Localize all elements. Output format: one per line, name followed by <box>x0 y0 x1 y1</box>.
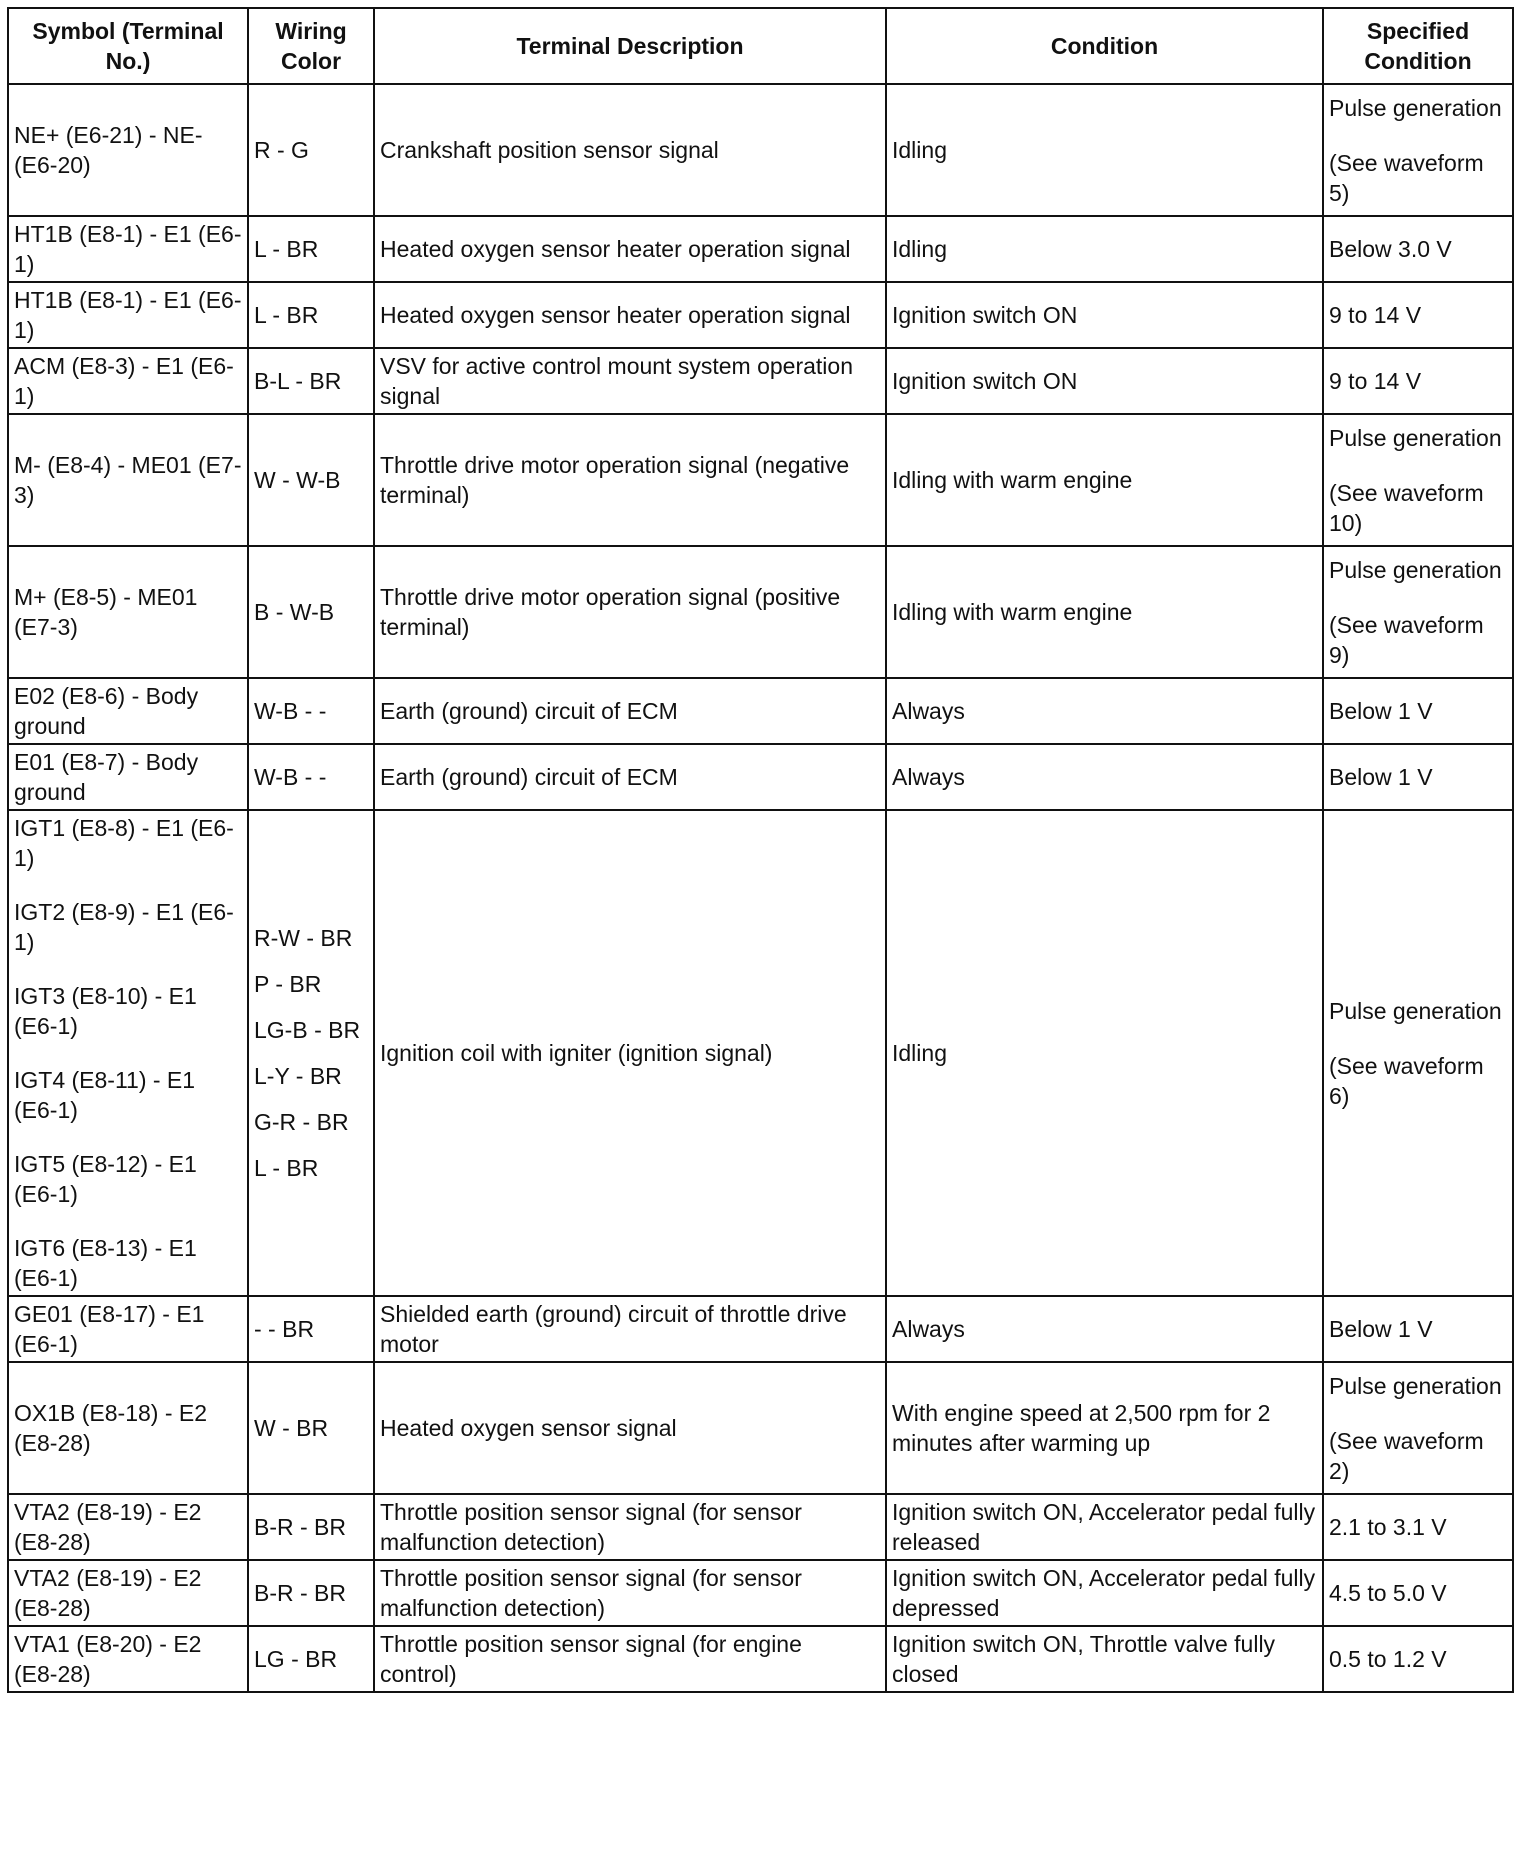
wiring-color-cell: W-B - - <box>248 678 374 744</box>
terminal-table-container <box>7 7 1514 1693</box>
ign-symbol-4: IGT4 (E8-11) - E1 (E6-1) <box>14 1067 196 1123</box>
wiring-color-cell <box>248 810 374 1296</box>
wiring-color-cell: LG - BR <box>248 1626 374 1692</box>
table-row <box>8 348 1513 414</box>
ign-wiring-6: L - BR <box>254 1155 319 1181</box>
table-row <box>8 216 1513 282</box>
specified-condition-cell: 9 to 14 V <box>1323 282 1513 348</box>
spec-note-text: (See waveform 6) <box>1329 1052 1484 1109</box>
wiring-color-cell: W-B - - <box>248 744 374 810</box>
header-symbol: Symbol (Terminal No.) <box>8 8 248 84</box>
condition-cell: Idling with warm engine <box>886 414 1323 546</box>
symbol-cell: HT1B (E8-1) - E1 (E6-1) <box>8 282 248 348</box>
wiring-color-cell: B-L - BR <box>248 348 374 414</box>
description-cell: Heated oxygen sensor heater operation signal <box>374 216 886 282</box>
header-condition: Condition <box>886 8 1323 84</box>
description-cell: Throttle drive motor operation signal (negative terminal) <box>374 414 886 546</box>
spec-note-text: (See waveform 9) <box>1329 611 1484 668</box>
spec-main-text: Pulse generation <box>1329 997 1502 1024</box>
symbol-cell: VTA2 (E8-19) - E2 (E8-28) <box>8 1560 248 1626</box>
table-row <box>8 84 1513 216</box>
description-cell: Throttle drive motor operation signal (positive terminal) <box>374 546 886 678</box>
condition-cell: Idling <box>886 84 1323 216</box>
ign-wiring-2: P - BR <box>254 971 322 997</box>
description-cell: Throttle position sensor signal (for sensor malfunction detection) <box>374 1494 886 1560</box>
symbol-cell: M+ (E8-5) - ME01 (E7-3) <box>8 546 248 678</box>
specified-condition-cell: Below 1 V <box>1323 678 1513 744</box>
symbol-cell: HT1B (E8-1) - E1 (E6-1) <box>8 216 248 282</box>
table-row <box>8 282 1513 348</box>
symbol-cell <box>8 810 248 1296</box>
condition-cell: Always <box>886 1296 1323 1362</box>
condition-cell: Always <box>886 678 1323 744</box>
table-row <box>8 1560 1513 1626</box>
specified-condition-cell <box>1323 546 1513 678</box>
wiring-color-cell: L - BR <box>248 282 374 348</box>
wiring-color-cell: B - W-B <box>248 546 374 678</box>
wiring-color-cell: W - W-B <box>248 414 374 546</box>
condition-cell: Idling <box>886 216 1323 282</box>
spec-note-text: (See waveform 2) <box>1329 1427 1484 1484</box>
condition-cell: Ignition switch ON, Accelerator pedal fully released <box>886 1494 1323 1560</box>
condition-cell: Always <box>886 744 1323 810</box>
specified-condition-cell: Below 3.0 V <box>1323 216 1513 282</box>
header-row <box>8 8 1513 84</box>
ign-wiring-3: LG-B - BR <box>254 1017 361 1043</box>
table-row-ignition <box>8 810 1513 1296</box>
table-row <box>8 678 1513 744</box>
wiring-color-cell: W - BR <box>248 1362 374 1494</box>
symbol-cell: NE+ (E6-21) - NE- (E6-20) <box>8 84 248 216</box>
description-cell: Crankshaft position sensor signal <box>374 84 886 216</box>
table-row <box>8 1626 1513 1692</box>
description-cell: Throttle position sensor signal (for engine control) <box>374 1626 886 1692</box>
table-row <box>8 744 1513 810</box>
description-cell: Heated oxygen sensor signal <box>374 1362 886 1494</box>
description-cell: Ignition coil with igniter (ignition signal) <box>374 810 886 1296</box>
wiring-color-cell: - - BR <box>248 1296 374 1362</box>
ign-wiring-4: L-Y - BR <box>254 1063 342 1089</box>
spec-main-text: Pulse generation <box>1329 424 1502 451</box>
specified-condition-cell: 2.1 to 3.1 V <box>1323 1494 1513 1560</box>
specified-condition-cell: 4.5 to 5.0 V <box>1323 1560 1513 1626</box>
condition-cell: Ignition switch ON, Throttle valve fully closed <box>886 1626 1323 1692</box>
specified-condition-cell: Below 1 V <box>1323 744 1513 810</box>
spec-note-text: (See waveform 10) <box>1329 479 1484 536</box>
wiring-color-cell: R - G <box>248 84 374 216</box>
wiring-color-cell: B-R - BR <box>248 1560 374 1626</box>
header-specified-condition: Specified Condition <box>1323 8 1513 84</box>
ecm-terminal-table <box>7 7 1514 1693</box>
symbol-cell: OX1B (E8-18) - E2 (E8-28) <box>8 1362 248 1494</box>
description-cell: Shielded earth (ground) circuit of throttle drive motor <box>374 1296 886 1362</box>
spec-main-text: Pulse generation <box>1329 556 1502 583</box>
specified-condition-cell <box>1323 414 1513 546</box>
specified-condition-cell: Below 1 V <box>1323 1296 1513 1362</box>
symbol-cell: VTA2 (E8-19) - E2 (E8-28) <box>8 1494 248 1560</box>
wiring-color-cell: B-R - BR <box>248 1494 374 1560</box>
spec-note-text: (See waveform 5) <box>1329 149 1484 206</box>
condition-cell: Idling <box>886 810 1323 1296</box>
specified-condition-cell <box>1323 1362 1513 1494</box>
description-cell: Heated oxygen sensor heater operation signal <box>374 282 886 348</box>
condition-cell: With engine speed at 2,500 rpm for 2 minutes after warming up <box>886 1362 1323 1494</box>
table-row <box>8 1296 1513 1362</box>
symbol-cell: GE01 (E8-17) - E1 (E6-1) <box>8 1296 248 1362</box>
ign-symbol-3: IGT3 (E8-10) - E1 (E6-1) <box>14 983 197 1039</box>
ign-wiring-5: G-R - BR <box>254 1109 349 1135</box>
symbol-cell: E01 (E8-7) - Body ground <box>8 744 248 810</box>
condition-cell: Ignition switch ON, Accelerator pedal fully depressed <box>886 1560 1323 1626</box>
specified-condition-cell: 0.5 to 1.2 V <box>1323 1626 1513 1692</box>
ign-symbol-1: IGT1 (E8-8) - E1 (E6-1) <box>14 815 234 871</box>
table-row <box>8 414 1513 546</box>
condition-cell: Idling with warm engine <box>886 546 1323 678</box>
condition-cell: Ignition switch ON <box>886 348 1323 414</box>
symbol-cell: E02 (E8-6) - Body ground <box>8 678 248 744</box>
symbol-cell: M- (E8-4) - ME01 (E7-3) <box>8 414 248 546</box>
description-cell: Earth (ground) circuit of ECM <box>374 744 886 810</box>
description-cell: Earth (ground) circuit of ECM <box>374 678 886 744</box>
spec-main-text: Pulse generation <box>1329 94 1502 121</box>
table-row <box>8 1494 1513 1560</box>
specified-condition-cell <box>1323 810 1513 1296</box>
symbol-cell: ACM (E8-3) - E1 (E6-1) <box>8 348 248 414</box>
condition-cell: Ignition switch ON <box>886 282 1323 348</box>
ign-wiring-1: R-W - BR <box>254 925 353 951</box>
specified-condition-cell <box>1323 84 1513 216</box>
spec-main-text: Pulse generation <box>1329 1372 1502 1399</box>
wiring-color-cell: L - BR <box>248 216 374 282</box>
ign-symbol-2: IGT2 (E8-9) - E1 (E6-1) <box>14 899 234 955</box>
specified-condition-cell: 9 to 14 V <box>1323 348 1513 414</box>
table-row <box>8 546 1513 678</box>
ign-symbol-6: IGT6 (E8-13) - E1 (E6-1) <box>14 1235 197 1291</box>
table-row <box>8 1362 1513 1494</box>
symbol-cell: VTA1 (E8-20) - E2 (E8-28) <box>8 1626 248 1692</box>
ign-symbol-5: IGT5 (E8-12) - E1 (E6-1) <box>14 1151 197 1207</box>
header-wiring-color: Wiring Color <box>248 8 374 84</box>
description-cell: VSV for active control mount system operation signal <box>374 348 886 414</box>
header-terminal-description: Terminal Description <box>374 8 886 84</box>
description-cell: Throttle position sensor signal (for sensor malfunction detection) <box>374 1560 886 1626</box>
